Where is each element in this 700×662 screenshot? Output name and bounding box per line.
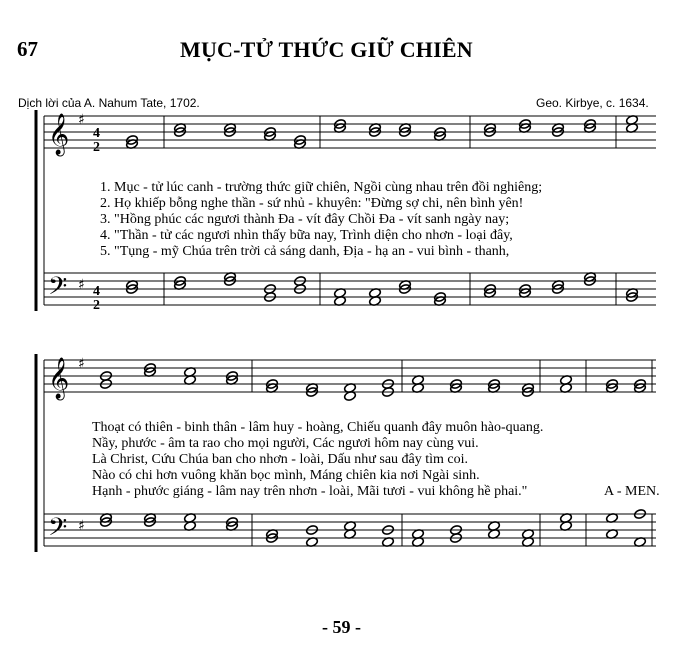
translator-credit: Dịch lời của A. Nahum Tate, 1702. [18, 96, 200, 110]
verse-5-line-2: Hạnh - phước giáng - lâm nay trên nhơn - loài, Mãi tươi - vui không hề phai." [92, 484, 528, 499]
hymn-title: MỤC-TỬ THỨC GIỮ CHIÊN [180, 37, 473, 62]
time-sig-top-treble: 4 [93, 126, 100, 141]
time-sig-top-bass: 4 [93, 284, 100, 299]
bass-clef-icon: 𝄢 [48, 272, 68, 307]
composer-credit: Geo. Kirbye, c. 1634. [536, 96, 649, 110]
page-number: - 59 - [322, 617, 361, 637]
treble-clef-icon: 𝄞 [48, 114, 70, 155]
bass-clef-icon: 𝄢 [48, 513, 68, 548]
verse-2-line-1: 2. Họ khiếp bỗng nghe thần - sứ nhủ - khuyên: "Đừng sợ chi, nên bình yên! [100, 196, 524, 211]
verse-3-line-2: Là Christ, Cứu Chúa ban cho nhơn - loài, Dấu như sau đây tìm coi. [92, 452, 469, 467]
verse-4-line-1: 4. "Thần - tử các ngươi nhìn thấy bữa nay, Trình diện cho nhơn - loại đây, [100, 228, 513, 243]
verse-2-line-2: Nầy, phước - âm ta rao cho mọi người, Các ngươi hôm nay cùng vui. [92, 436, 479, 451]
time-sig-bottom-bass: 2 [93, 298, 100, 313]
sharp-icon: ♯ [78, 277, 85, 293]
sharp-icon: ♯ [78, 518, 85, 534]
sharp-icon: ♯ [78, 356, 85, 372]
verse-1-line-2: Thoạt có thiên - binh thân - lâm huy - hoàng, Chiếu quanh đây muôn hào-quang. [92, 420, 544, 435]
verse-3-line-1: 3. "Hồng phúc các ngươi thành Đa - vít đây Chồi Đa - vít sanh ngày nay; [100, 212, 510, 227]
time-sig-bottom-treble: 2 [93, 140, 100, 155]
verse-5-line-1: 5. "Tụng - mỹ Chúa trên trời cả sáng danh, Địa - hạ an - vui bình - thanh, [100, 244, 510, 259]
sharp-icon: ♯ [78, 112, 85, 128]
verse-4-line-2: Nào có chi hơn vuông khăn bọc mình, Máng chiên kia nơi Ngài sinh. [92, 468, 480, 483]
treble-clef-icon: 𝄞 [48, 358, 70, 399]
hymn-number: 67 [17, 37, 38, 61]
verse-1-line-1: 1. Mục - tử lúc canh - trường thức giữ chiên, Ngồi cùng nhau trên đồi nghiêng; [100, 180, 543, 195]
amen-label: A - MEN. [604, 484, 660, 499]
